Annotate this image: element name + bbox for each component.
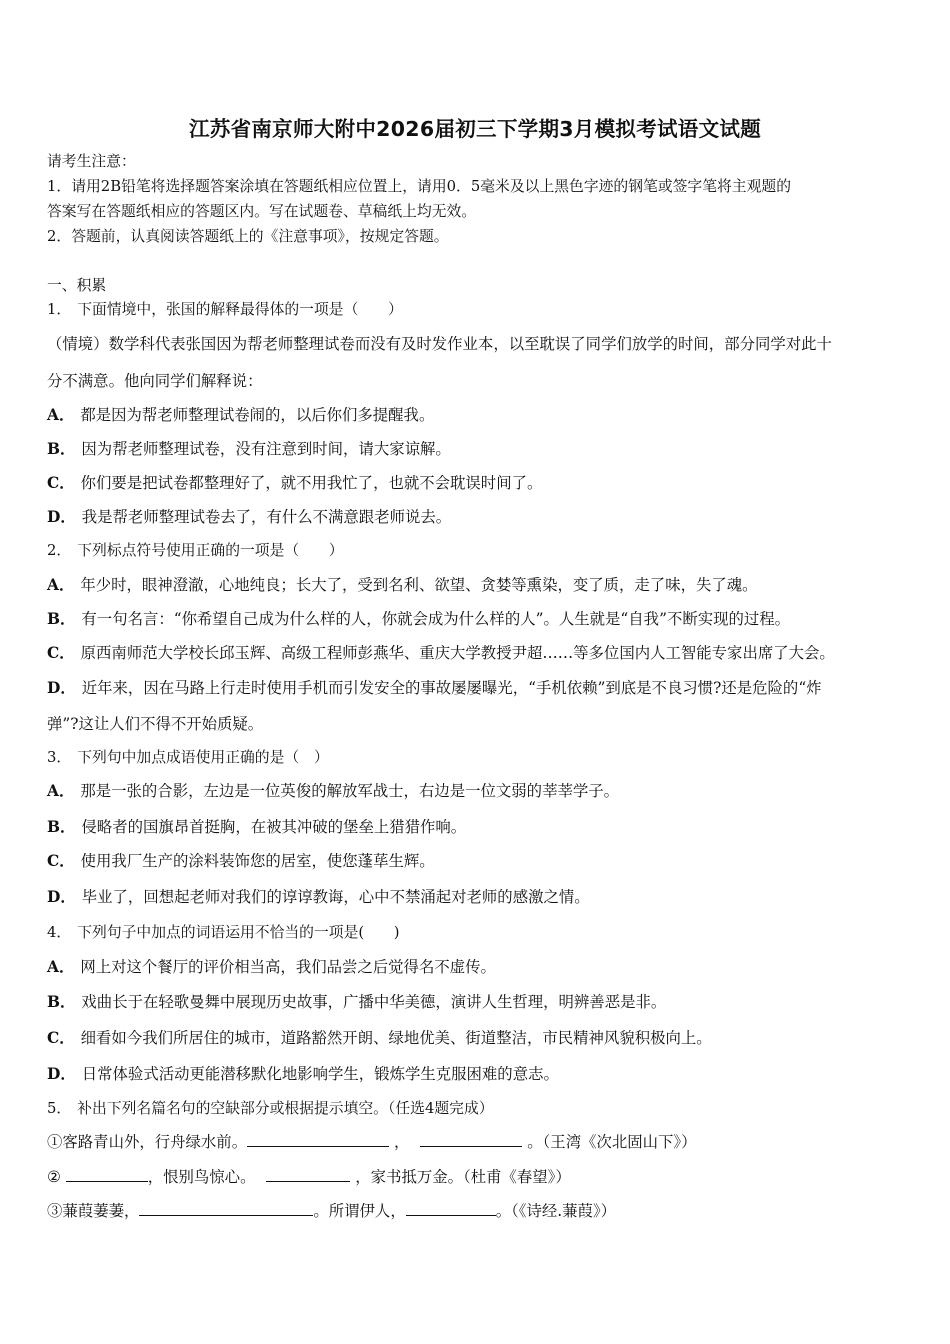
option-text: 年少时，眼神澄澈，心地纯良；长大了，受到名利、欲望、贪婪等熏染，变了质，走了味，失了魂。 <box>80 576 758 594</box>
section-heading: 一、积累 <box>47 277 107 294</box>
q4-option-a <box>47 957 496 977</box>
notice-heading: 请考生注意： <box>47 153 136 170</box>
option-text: 因为帮老师整理试卷，没有注意到时间，请大家谅解。 <box>81 440 451 458</box>
q2-option-c <box>47 643 835 663</box>
notice-item-1-line-1: 1．请用2B铅笔将选择题答案涂填在答题纸相应位置上，请用0．5毫米及以上黑色字迹的钢笔或签字笔将主观题的 <box>47 178 791 195</box>
fill-blank[interactable] <box>139 1201 313 1216</box>
q4-option-b <box>47 992 666 1012</box>
option-label: D． <box>47 508 76 526</box>
option-label: D． <box>47 1065 76 1083</box>
question-text: 下面情境中，张国的解释最得体的一项是（ ） <box>77 301 403 318</box>
question-number: 2． <box>47 542 72 559</box>
option-text: 近年来，因在马路上行走时使用手机而引发安全的事故屡屡曝光，“手机依赖”到底是不良习惯?还是危险的“炸 <box>81 679 822 697</box>
question-1-context-line-2: 分不满意。他向同学们解释说： <box>47 372 263 390</box>
q4-option-d <box>47 1064 559 1084</box>
option-label: C． <box>47 1029 75 1047</box>
q2-option-d <box>47 678 822 698</box>
option-text: 你们要是把试卷都整理好了，就不用我忙了，也就不会耽误时间了。 <box>80 474 543 492</box>
notice-item-1-line-2: 答案写在答题纸相应的答题区内。写在试题卷、草稿纸上均无效。 <box>47 203 477 220</box>
q5-poem-2 <box>47 1167 571 1187</box>
q5-poem-3 <box>47 1201 616 1221</box>
q1-option-a <box>47 405 434 425</box>
poem-text: ①客路青山外，行舟绿水前。 <box>47 1133 248 1151</box>
poem-text: ， <box>394 1133 410 1151</box>
question-1-stem <box>47 300 403 320</box>
question-text: 下列句中加点成语使用正确的是（ ） <box>77 749 329 766</box>
question-number: 5． <box>47 1100 72 1117</box>
fill-blank[interactable] <box>266 1167 350 1182</box>
option-text: 日常体验式活动更能潜移默化地影响学生，锻炼学生克服困难的意志。 <box>81 1065 559 1083</box>
question-text: 下列句子中加点的词语运用不恰当的一项是( ) <box>77 924 400 941</box>
poem-text: 。（王湾《次北固山下》） <box>527 1133 697 1151</box>
question-1-context-line-1: （情境）数学科代表张国因为帮老师整理试卷而没有及时发作业本，以至耽误了同学们放学的时间，部分同学对此十 <box>47 335 832 353</box>
option-label: B． <box>47 610 76 628</box>
exam-title: 江苏省南京师大附中2026届初三下学期3月模拟考试语文试题 <box>188 117 762 141</box>
question-5-stem <box>47 1099 494 1119</box>
poem-text: ，恨别鸟惊心。 <box>147 1168 256 1186</box>
q2-option-d-line-2: 弹”?这让人们不得不开始质疑。 <box>47 715 264 733</box>
q3-option-b <box>47 817 466 837</box>
option-text: 网上对这个餐厅的评价相当高，我们品尝之后觉得名不虚传。 <box>80 958 496 976</box>
option-label: C． <box>47 644 75 662</box>
option-text: 使用我厂生产的涂料装饰您的居室，使您蓬荜生辉。 <box>80 852 435 870</box>
q1-option-d <box>47 507 451 527</box>
poem-text: 。（《诗经.蒹葭》） <box>495 1202 617 1220</box>
option-label: B． <box>47 993 76 1011</box>
poem-text: 。所谓伊人， <box>313 1202 406 1220</box>
q2-option-b <box>47 609 790 629</box>
q1-option-c <box>47 473 542 493</box>
option-label: A． <box>47 782 75 800</box>
option-label: C． <box>47 474 75 492</box>
option-text: 我是帮老师整理试卷去了，有什么不满意跟老师说去。 <box>81 508 452 526</box>
q2-option-a <box>47 575 758 595</box>
q3-option-a <box>47 781 619 801</box>
option-text: 有一句名言：“你希望自己成为什么样的人，你就会成为什么样的人”。人生就是“自我”不断实现的过程。 <box>81 610 791 628</box>
fill-blank[interactable] <box>406 1201 496 1216</box>
option-text: 细看如今我们所居住的城市，道路豁然开朗、绿地优美、街道整洁，市民精神风貌积极向上。 <box>80 1029 712 1047</box>
option-label: D． <box>47 679 76 697</box>
q4-option-c <box>47 1028 712 1048</box>
question-number: 1． <box>47 301 72 318</box>
question-3-stem <box>47 748 329 768</box>
option-text: 那是一张的合影，左边是一位英俊的解放军战士，右边是一位文弱的莘莘学子。 <box>80 782 620 800</box>
fill-blank[interactable] <box>420 1132 522 1147</box>
option-label: C． <box>47 852 75 870</box>
option-text: 原西南师范大学校长邱玉辉、高级工程师彭燕华、重庆大学教授尹超……等多位国内人工智能专家出席了大会。 <box>80 644 835 662</box>
poem-text: ③蒹葭萋萋， <box>47 1202 140 1220</box>
fill-blank[interactable] <box>66 1167 148 1182</box>
q1-option-b <box>47 439 451 459</box>
option-text: 毕业了，回想起老师对我们的谆谆教诲，心中不禁涌起对老师的感激之情。 <box>81 888 590 906</box>
option-text: 戏曲长于在轻歌曼舞中展现历史故事，广播中华美德，演讲人生哲理，明辨善恶是非。 <box>81 993 667 1011</box>
q3-option-c <box>47 851 435 871</box>
option-text: 侵略者的国旗昂首挺胸，在被其冲破的堡垒上猎猎作响。 <box>81 818 467 836</box>
question-4-stem <box>47 923 400 943</box>
fill-blank[interactable] <box>247 1132 389 1147</box>
q3-option-d <box>47 887 590 907</box>
option-label: D． <box>47 888 76 906</box>
option-label: A． <box>47 958 75 976</box>
q5-poem-1 <box>47 1132 697 1152</box>
option-label: B． <box>47 440 76 458</box>
question-number: 4． <box>47 924 72 941</box>
option-label: A． <box>47 576 75 594</box>
option-label: A． <box>47 406 75 424</box>
option-label: B． <box>47 818 76 836</box>
question-2-stem <box>47 541 344 561</box>
question-text: 补出下列名篇名句的空缺部分或根据提示填空。（任选4题完成） <box>77 1100 494 1117</box>
option-text: 都是因为帮老师整理试卷闹的，以后你们多提醒我。 <box>80 406 435 424</box>
notice-item-2: 2．答题前，认真阅读答题纸上的《注意事项》，按规定答题。 <box>47 228 449 245</box>
poem-text: ② <box>47 1168 61 1186</box>
question-text: 下列标点符号使用正确的一项是（ ） <box>77 542 344 559</box>
question-number: 3． <box>47 749 72 766</box>
poem-text: ，家书抵万金。（杜甫《春望》） <box>355 1168 571 1186</box>
